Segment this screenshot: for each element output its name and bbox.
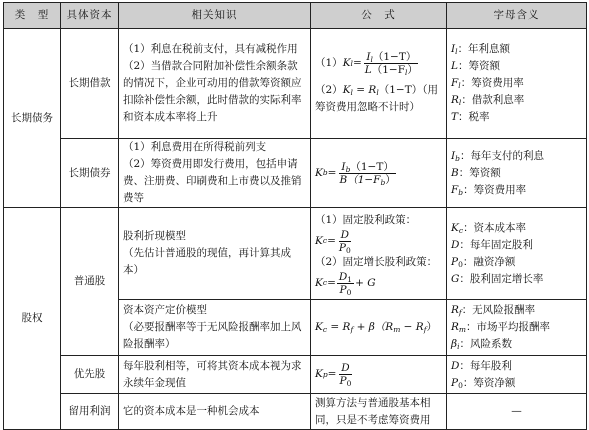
knowledge-item: （1）利息费用在所得税前列支 [123,141,267,153]
knowledge-capm [119,300,311,356]
formula-ddm: （1）固定股利政策： K c = $\frac{D}{P_0}$ （2）固定增长股利政策： K c = $\frac{D_1}{P_0}$ + G [311,208,447,300]
knowledge-item: （2）当借款合同附加补偿性余额条款的情况下，企业可动用的借款筹资额应扣除补偿性余额，此时借款的实际利率和资本成本率将上升 [123,60,302,123]
capital-retained-earnings: 留用利润 [61,394,119,430]
knowledge-note: （必要报酬率等于无风险报酬率加上风险报酬率） [123,321,302,350]
letter-item: $F_l$：筹资费用率 [451,77,524,90]
row-long-bond [4,139,587,208]
formula-preferred-stock: K p = $\frac{D}{P_0}$ [311,356,447,394]
letters-long-loan [447,29,587,139]
knowledge-long-bond [119,139,311,208]
letter-item: L：筹资额 [451,60,500,72]
letter-item: $R_m$：市场平均报酬率 [451,321,551,334]
header-formula: 公 式 [311,3,447,29]
knowledge-preferred-stock: 每年股利相等，可将其资本成本视为求永续年金现值 [119,356,311,394]
knowledge-note: （先估计普通股的现值，再计算其成本） [123,247,291,276]
header-row [4,3,587,29]
formula-long-bond: K b = $\frac{I_b(1-T)}{B(1-F_b)}$ [311,139,447,208]
header-capital: 具体资本 [61,3,119,29]
capital-long-bond: 长期债券 [61,139,119,208]
letter-item: $P_0$：融资净额 [451,255,516,269]
knowledge-retained-earnings: 它的资本成本是一种机会成本 [119,394,311,430]
knowledge-item: （2）筹资费用即发行费用，包括申请费、注册费、印刷费和上市费以及推销费等 [123,158,302,204]
category-equity: 股权 [4,208,61,430]
letters-long-bond [447,139,587,208]
capital-cost-table [3,2,587,430]
letter-item: $F_b$：筹资费用率 [451,183,527,197]
letter-item: $I_l$：年利息额 [451,43,511,56]
knowledge-title: 资本资产定价模型 [123,304,207,316]
capital-long-loan: 长期借款 [61,29,119,139]
letters-capm [447,300,587,356]
letter-item: T：税率 [451,111,490,123]
knowledge-title: 股利折现模型 [123,230,186,242]
letters-retained-earnings: — [447,394,587,430]
formula-long-loan-2: $(2)K_l = R_l(1-T)$（用筹资费用忽略不计时） [315,84,438,113]
letter-item: $P_0$：筹资净额 [451,376,516,390]
header-letters: 字母含义 [447,3,587,29]
letter-item: D：每年固定股利 [451,238,533,251]
knowledge-long-loan [119,29,311,139]
letter-item: $R_l$：借款利息率 [451,94,525,107]
category-long-term-debt: 长期债务 [4,29,61,208]
row-long-loan [4,29,587,139]
letter-item: $K_c$：资本成本率 [451,221,527,235]
letter-item: D：每年股利 [451,359,512,372]
formula-long-loan [311,29,447,139]
letters-ddm [447,208,587,300]
letter-item: B：筹资额 [451,166,501,179]
formula-capm: $K_c = R_f + \beta(R_m - R_f)$ [311,300,447,356]
letter-item: $R_f$：无风险报酬率 [451,304,536,317]
letters-preferred-stock [447,356,587,394]
letter-item: G：股利固定增长率 [451,272,544,285]
capital-common-stock: 普通股 [61,208,119,356]
capital-preferred-stock: 优先股 [61,356,119,394]
row-preferred-stock [4,356,587,394]
knowledge-item: （1）利息在税前支付，具有减税作用 [123,43,298,55]
header-knowledge: 相关知识 [119,3,311,29]
row-common-stock-ddm [4,208,587,300]
letter-item: $I_b$：每年支付的利息 [451,149,544,163]
letter-item: $\beta_i$：风险系数 [451,338,512,351]
formula-long-loan-1: （1） K l = $\frac{I_l(1-T)}{L(1-F_l)}$ [315,51,418,77]
formula-retained-earnings: 测算方法与普通股基本相同，只是不考虑筹资费用 [311,394,447,430]
row-retained-earnings [4,394,587,430]
knowledge-ddm [119,208,311,300]
header-type: 类 型 [4,3,61,29]
